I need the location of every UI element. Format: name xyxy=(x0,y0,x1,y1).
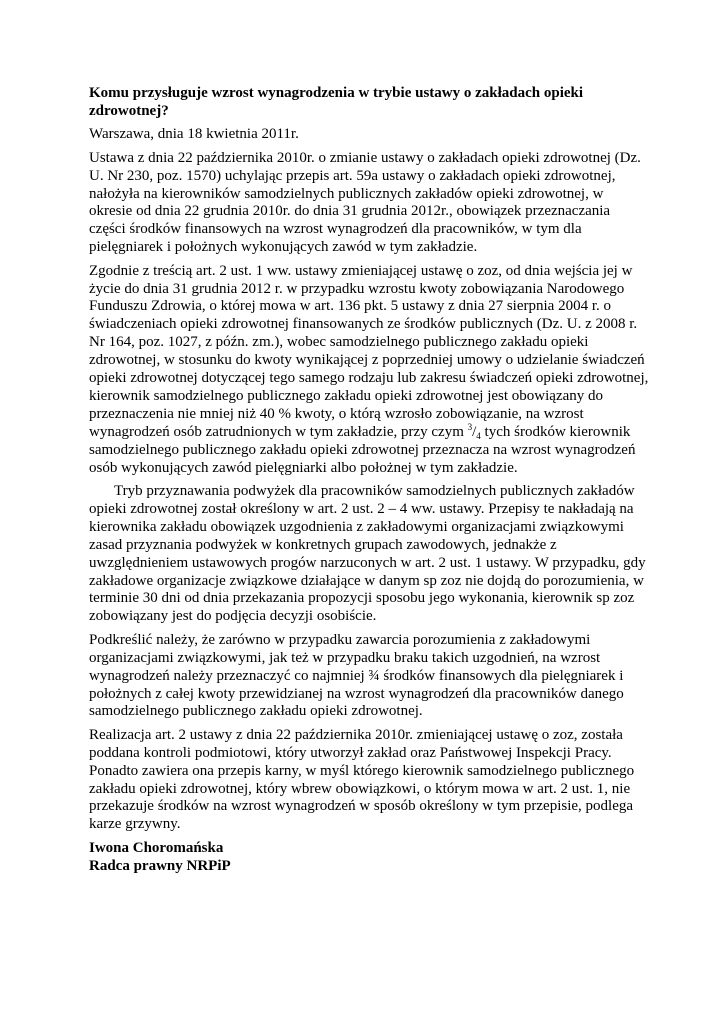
paragraph-1: Ustawa z dnia 22 października 2010r. o zmianie ustawy o zakładach opieki zdrowotnej (Dz. U. Nr 230, poz. 1570) uchylając przepis art. 59a ustawy o zakładach opieki zdrowotnej, nałożyła na kierowników samodzielnych publicznych zakładów opieki zdrowotnej, w okresie od dnia 22 grudnia 2010r. do dnia 31 grudnia 2012r., obowiązek przeznaczania części środków finansowych na wzrost wynagrodzeń dla pracowników, w tym dla pielęgniarek i położnych wykonujących zawód w tym zakładzie. xyxy=(89,149,641,256)
signature-name: Iwona Choromańska xyxy=(89,839,224,856)
fraction-numerator: 3 xyxy=(467,421,473,432)
document-title: Komu przysługuje wzrost wynagrodzenia w trybie ustawy o zakładach opieki zdrowotnej? xyxy=(89,85,584,119)
paragraph-2-part-b: tych środków kierownik samodzielnego publicznego zakładu opieki zdrowotnej przeznacza na wzrost wynagrodzeń osób wykonujących zawód pielęgniarki albo położnej w tym zakładzie. xyxy=(89,423,636,476)
document-page xyxy=(89,85,649,876)
paragraph-2-part-a: Zgodnie z treścią art. 2 ust. 1 ww. ustawy zmieniającej ustawę o zoz, od dnia wejścia jej w życie do dnia 31 grudnia 2012 r. w przypadku wzrostu kwoty zobowiązania Narodowego Funduszu Zdrowia, o której mowa w art. 136 pkt. 5 ustawy z dnia 27 sierpnia 2004 r. o świadczeniach opieki zdrowotnej finansowanych ze środków publicznych (Dz. U. z 2008 r. Nr 164, poz. 1027, z późn. zm.), wobec samodzielnego publicznego zakładu opieki zdrowotnej, w stosunku do kwoty wynikającej z poprzedniej umowy o udzielanie świadczeń opieki zdrowotnej dotyczącej tego samego rodzaju lub zakresu świadczeń opieki zdrowotnej, kierownik samodzielnego publicznego zakładu opieki zdrowotnej jest obowiązany do przeznaczenia nie mniej niż 40 % kwoty, o którą wzrosło zobowiązanie, na wzrost wynagrodzeń osób zatrudnionych w tym zakładzie, przy czym xyxy=(89,262,649,440)
paragraph-5: Realizacja art. 2 ustawy z dnia 22 października 2010r. zmieniającej ustawę o zoz, została poddana kontroli podmiotowi, który utworzył zakład oraz Państwowej Inspekcji Pracy. Ponadto zawiera ona przepis karny, w myśl którego kierownik samodzielnego publicznego zakładu opieki zdrowotnej, który wbrew obowiązkowi, o którym mowa w art. 2 ust. 1, nie przekazuje środków na wzrost wynagrodzeń w sposób określony w tym przepisie, podlega karze grzywny. xyxy=(89,726,635,833)
paragraph-2 xyxy=(89,263,649,478)
paragraph-4: Podkreślić należy, że zarówno w przypadku zawarcia porozumienia z zakładowymi organizacjami związkowymi, jak też w przypadku braku takich uzgodnień, na wzrost wynagrodzeń należy przeznaczyć co najmniej ¾ środków finansowych dla pielęgniarek i położnych z całej kwoty przewidzianej na wzrost wynagrodzeń dla pracowników danego samodzielnego publicznego zakładu opieki zdrowotnej. xyxy=(89,631,624,720)
fraction-denominator: 4 xyxy=(476,430,481,441)
date-line: Warszawa, dnia 18 kwietnia 2011r. xyxy=(89,125,299,142)
fraction-separator: / xyxy=(472,423,477,440)
signature-role: Radca prawny NRPiP xyxy=(89,857,231,874)
paragraph-3: Tryb przyznawania podwyżek dla pracowników samodzielnych publicznych zakładów opieki zdrowotnej został określony w art. 2 ust. 2 – 4 ww. ustawy. Przepisy te nakładają na kierownika zakładu obowiązek uzgodnienia z zakładowymi organizacjami związkowymi zasad przyznania podwyżek w konkretnych grupach zawodowych, jednakże z uwzględnieniem ustawowych progów narzuconych w art. 2 ust. 1 ustawy. W przypadku, gdy zakładowe organizacje związkowe działające w danym sp zoz nie dojdą do porozumienia, w terminie 30 dni od dnia przekazania propozycji sposobu jego wykonania, kierownik sp zoz zobowiązany jest do podjęcia decyzji osobiście. xyxy=(89,483,646,625)
